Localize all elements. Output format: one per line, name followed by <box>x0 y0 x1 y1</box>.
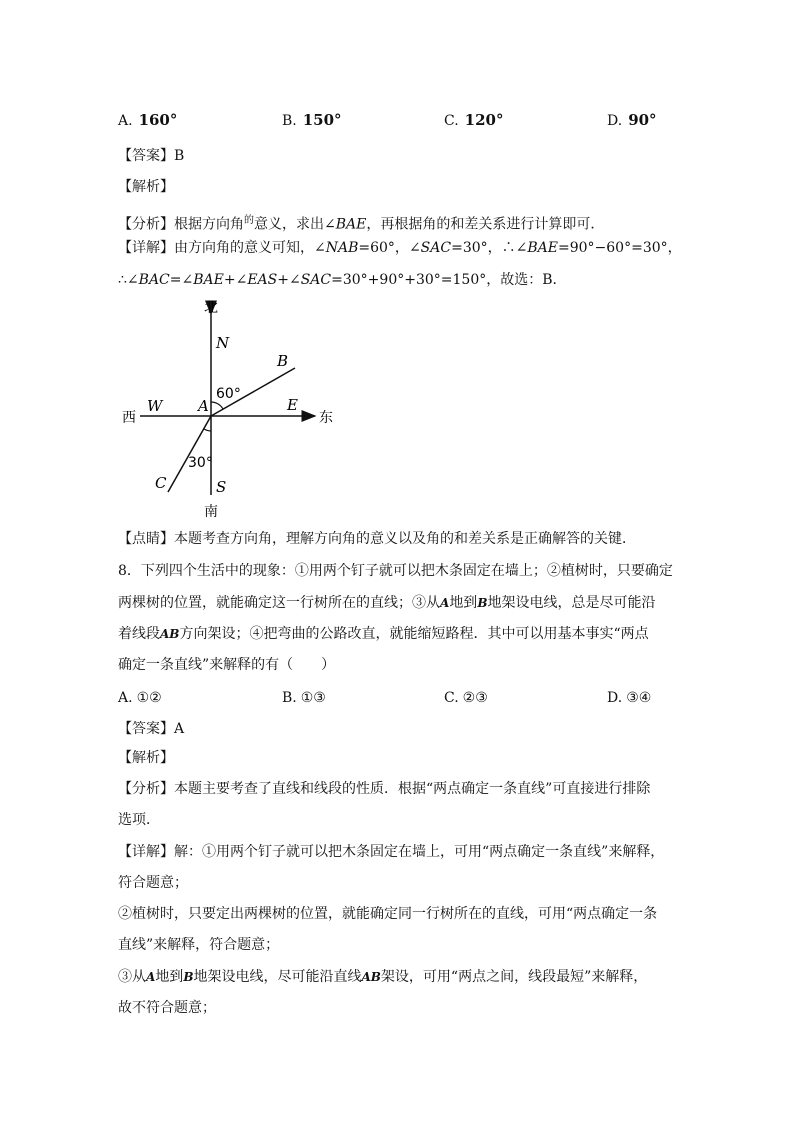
label-c: C <box>155 474 167 492</box>
q7-xiangjie-2: ∴∠BAC=∠BAE+∠EAS+∠SAC=30°+90°+30°=150°，故选：B． <box>118 272 567 288</box>
q8-xiangjie-3: ②植树时，只要定出两棵树的位置，就能确定同一行树所在的直线，可用“两点确定一条 <box>118 906 658 922</box>
q7-xiangjie-1: 【详解】由方向角的意义可知，∠NAB=60°，∠SAC=30°，∴∠BAE=90°−60°=30°， <box>118 240 682 256</box>
direction-figure <box>110 290 350 530</box>
label-a: A <box>198 397 209 415</box>
label-s: S <box>216 478 227 496</box>
q8-xiangjie-6: 故不符合题意； <box>118 1000 216 1016</box>
q7-jiexi: 【解析】 <box>118 179 174 195</box>
label-east: 东 <box>319 410 333 426</box>
angle-label-60: 60° <box>216 386 241 402</box>
q8-stem-2: 两棵树的位置，就能确定这一行树所在的直线；③从A地到B地架设电线，总是尽可能沿 <box>118 595 656 611</box>
q8-fenxi-2: 选项． <box>118 812 160 828</box>
q8-stem-1: 8．下列四个生活中的现象：①用两个钉子就可以把木条固定在墙上；②植树时，只要确定 <box>118 563 673 579</box>
q8-fenxi-1: 【分析】本题主要考查了直线和线段的性质．根据“两点确定一条直线”可直接进行排除 <box>118 781 651 797</box>
label-n: N <box>216 334 230 352</box>
q7-option-d: D. 90° <box>607 111 657 129</box>
q8-option-a: A. ①② <box>118 690 162 706</box>
q7-dianjing: 【点睛】本题考查方向角，理解方向角的意义以及角的和差关系是正确解答的关键． <box>118 531 636 547</box>
q7-option-b: B. 150° <box>282 111 342 129</box>
ray-ac <box>168 416 211 492</box>
label-b: B <box>277 352 289 370</box>
q8-option-b: B. ①③ <box>282 690 326 706</box>
q8-stem-3: 着线段AB方向架设；④把弯曲的公路改直，就能缩短路程．其中可以用基本事实“两点 <box>118 626 649 642</box>
q8-stem-4: 确定一条直线”来解释的有（ ） <box>118 657 336 673</box>
q8-xiangjie-5: ③从A地到B地架设电线，尽可能沿直线AB架设，可用“两点之间，线段最短”来解释， <box>118 969 648 985</box>
angle-arc-60 <box>211 402 223 409</box>
label-north: 北 <box>204 300 218 316</box>
q7-fenxi: 【分析】根据方向角$^的$意义，求出∠BAE，再根据角的和差关系进行计算即可． <box>118 215 605 233</box>
q8-xiangjie-4: 直线”来解释，符合题意； <box>118 937 280 953</box>
angle-label-30: 30° <box>188 455 213 471</box>
q7-option-c: C. 120° <box>444 111 504 129</box>
q8-option-d: D. ③④ <box>607 690 652 706</box>
label-west: 西 <box>122 410 136 426</box>
q8-xiangjie-1: 【详解】解：①用两个钉子就可以把木条固定在墙上，可用“两点确定一条直线”来解释， <box>118 844 665 860</box>
q8-jiexi: 【解析】 <box>118 750 174 766</box>
q7-option-a: A. 160° <box>118 111 178 129</box>
q8-xiangjie-2: 符合题意； <box>118 875 188 891</box>
q8-answer: 【答案】A <box>118 721 185 737</box>
label-w: W <box>147 397 163 415</box>
label-south: 南 <box>204 504 218 520</box>
label-e: E <box>287 396 298 414</box>
angle-arc-30 <box>204 429 211 431</box>
q8-option-c: C. ②③ <box>444 690 488 706</box>
q7-answer: 【答案】B <box>118 148 185 164</box>
